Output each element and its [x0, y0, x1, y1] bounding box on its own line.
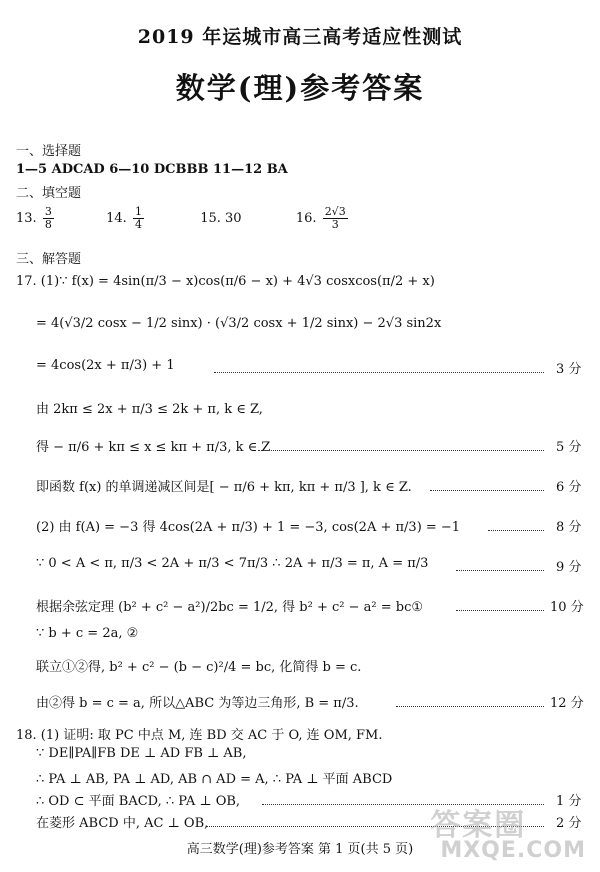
q17-line-10: ∵ b + c = 2a, ② [36, 626, 139, 641]
site-watermark: 答案圈 MXQE.COM [430, 808, 586, 863]
q17-line-11: 联立①②得, b² + c² − (b − c)²/4 = bc, 化简得 b = c. [36, 660, 362, 675]
choice-answers: 1—5 ADCAD 6—10 DCBBB 11—12 BA [16, 162, 288, 177]
section-fill-heading: 二、填空题 [16, 186, 82, 201]
section-choice-heading: 一、选择题 [16, 144, 82, 159]
leader-dots [258, 450, 544, 451]
score-1: 1 分 [556, 794, 582, 809]
q13-fraction: $\frac{3}{8}$ [44, 205, 52, 232]
score-6: 6 分 [556, 480, 582, 495]
leader-dots [396, 706, 544, 707]
q16-fraction: $\frac{2√3}{3}$ [324, 205, 346, 232]
fill-answers-row [16, 206, 350, 231]
q18-line-1: 18. (1) 证明: 取 PC 中点 M, 连 BD 交 AC 于 O, 连 OM, FM. [16, 728, 383, 743]
score-3: 3 分 [556, 362, 582, 377]
leader-dots [488, 530, 544, 531]
q18-line-3: ∴ PA ⊥ AB, PA ⊥ AD, AB ∩ AD = A, ∴ PA ⊥ 平面 ABCD [36, 772, 393, 787]
q17-line-6: 即函数 f(x) 的单调递减区间是[ − π/6 + kπ, kπ + π/3 ], k ∈ Z. [36, 480, 412, 495]
score-9: 9 分 [556, 560, 582, 575]
score-10: 10 分 [550, 600, 584, 615]
leader-dots [456, 610, 544, 611]
leader-dots [430, 490, 544, 491]
q17-line-8: ∵ 0 < A < π, π/3 < 2A + π/3 < 7π/3 ∴ 2A + π/3 = π, A = π/3 [36, 556, 429, 571]
q13-label: 13. [16, 211, 37, 227]
exam-title: 2019 年运城市高三高考适应性测试 [137, 26, 463, 48]
q17-line-5: 得 − π/6 + kπ ≤ x ≤ kπ + π/3, k ∈ Z [36, 440, 271, 455]
score-12: 12 分 [550, 696, 584, 711]
q18-line-2: ∵ DE∥PA∥FB DE ⊥ AD FB ⊥ AB, [36, 746, 247, 761]
q15-answer: 15. 30 [200, 211, 242, 227]
leader-dots [456, 570, 544, 571]
score-2: 2 分 [556, 816, 582, 831]
q18-line-5: 在菱形 ABCD 中, AC ⊥ OB, [36, 816, 209, 831]
q17-line-3: = 4cos(2x + π/3) + 1 [36, 358, 175, 373]
leader-dots [214, 372, 544, 373]
q17-line-9: 根据余弦定理 (b² + c² − a²)/2bc = 1/2, 得 b² + c² − a² = bc① [36, 600, 424, 615]
q14-label: 14. [106, 211, 127, 227]
document-title: 数学(理)参考答案 [175, 71, 425, 105]
score-5: 5 分 [556, 440, 582, 455]
section-solution-heading: 三、解答题 [16, 252, 82, 267]
page-footer: 高三数学(理)参考答案 第 1 页(共 5 页) [186, 842, 414, 857]
q17-line-4: 由 2kπ ≤ 2x + π/3 ≤ 2k + π, k ∈ Z, [36, 402, 263, 417]
q17-line-12: 由②得 b = c = a, 所以△ABC 为等边三角形, B = π/3. [36, 696, 359, 711]
q18-line-4: ∴ OD ⊂ 平面 BACD, ∴ PA ⊥ OB, [36, 794, 241, 809]
q17-line-7: (2) 由 f(A) = −3 得 4cos(2A + π/3) + 1 = −3, cos(2A + π/3) = −1 [36, 520, 461, 535]
q14-fraction: $\frac{1}{4}$ [134, 205, 142, 232]
q16-label: 16. [295, 211, 317, 227]
q17-line-2: = 4(√3/2 cosx − 1/2 sinx) · (√3/2 cosx + 1/2 sinx) − 2√3 sin2x [36, 316, 442, 331]
score-8: 8 分 [556, 520, 582, 535]
q17-line-1: 17. (1)∵ f(x) = 4sin(π/3 − x)cos(π/6 − x) + 4√3 cosxcos(π/2 + x) [16, 274, 435, 289]
